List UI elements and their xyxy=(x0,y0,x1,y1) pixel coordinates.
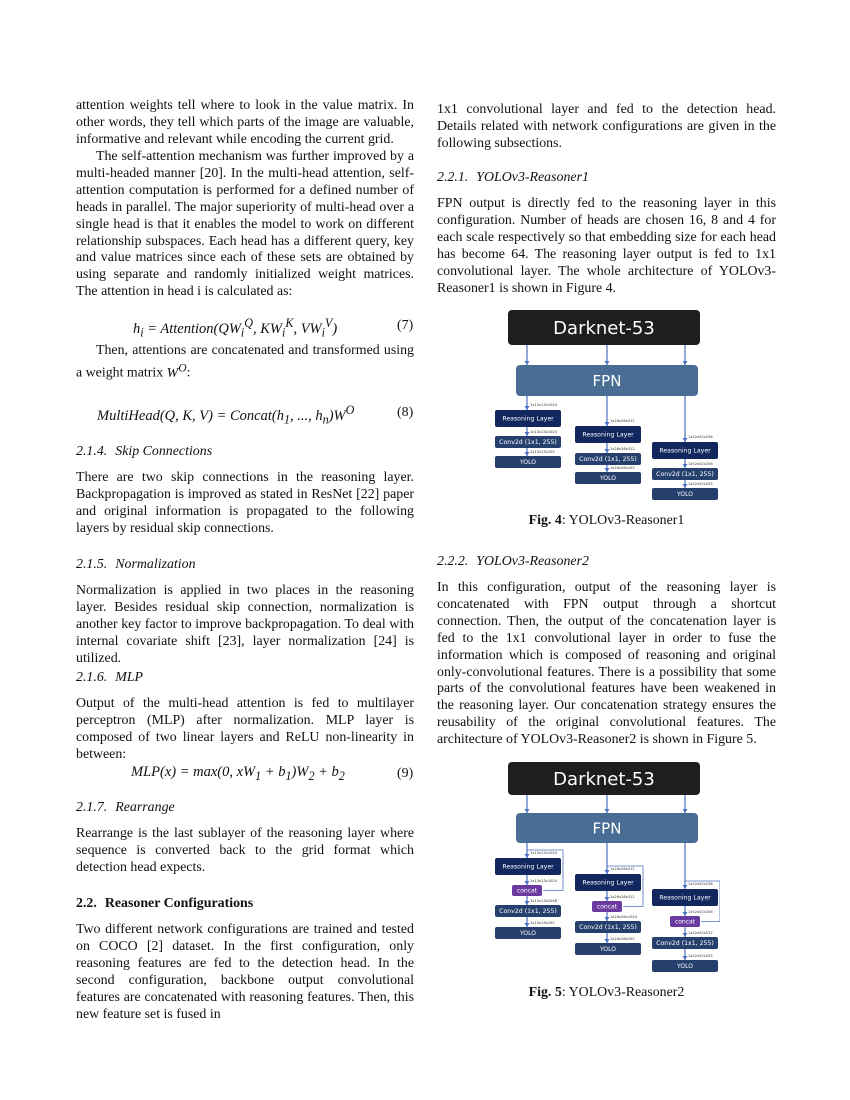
reasoning-layer-block-label: Reasoning Layer xyxy=(582,431,634,439)
dimension-label: 1x13x13x255 xyxy=(530,450,555,454)
dimension-label: 1x52x52x256 xyxy=(688,435,713,439)
section-heading: 2.2.1. YOLOv3-Reasoner1 xyxy=(437,170,589,185)
conv2d-block-label: Conv2d (1x1, 255) xyxy=(579,456,637,464)
conv2d-block-label: Conv2d (1x1, 255) xyxy=(656,940,714,948)
section-heading: 2.1.7. Rearrange xyxy=(76,800,175,815)
paragraph: Then, attentions are concatenated and transformed using a weight matrix $W^O$: xyxy=(76,343,414,381)
dimension-label: 1x26x26x255 xyxy=(610,937,635,941)
concat-block-label: concat xyxy=(516,887,538,895)
arrow-head xyxy=(683,956,688,960)
equation-number: (8) xyxy=(397,405,414,420)
arrow-head xyxy=(605,917,610,921)
conv2d-block-label: Conv2d (1x1, 255) xyxy=(579,924,637,932)
yolo-head-block-label: YOLO xyxy=(600,475,616,483)
paragraph: Output of the multi-head attention is fed to multilayer perceptron (MLP) after normalization. MLP layer is composed of two linear layers and ReLU non-linearity in between: xyxy=(76,696,414,762)
equation-9: MLP(x) = max(0, $xW_1 + b_1)W_2 + b_2$ xyxy=(131,764,345,783)
dimension-label: 1x52x52x256 xyxy=(688,910,713,914)
conv2d-block-label: Conv2d (1x1, 255) xyxy=(499,908,557,916)
arrow-head xyxy=(525,809,530,813)
conv2d-block-label: Conv2d (1x1, 255) xyxy=(656,471,714,479)
reasoning-layer-block-label: Reasoning Layer xyxy=(659,894,711,902)
arrow-head xyxy=(683,933,688,937)
dimension-label: 1x13x13x2048 xyxy=(530,899,557,903)
arrow-head xyxy=(605,939,610,943)
paragraph: In this configuration, output of the reasoning layer is concatenated with FPN output through a shortcut connection. Then, the output of the concatenation layer is fed to the 1x1 convolutional layer in order to fuse the information which is composed of reasoning and original only-convolutional features. There is a possibility that some parts of the convolutional features have been weakened in the reasoning layer. Our concatenation strategy ensures the reusability of the original convolutional features. The architecture of YOLOv3-Reasoner2 is shown in Figure 5. xyxy=(437,580,776,748)
section-heading: 2.2.2. YOLOv3-Reasoner2 xyxy=(437,554,589,569)
arrow-head xyxy=(683,438,688,442)
dimension-label: 1x13x13x255 xyxy=(530,921,555,925)
yolo-head-block-label: YOLO xyxy=(677,491,693,499)
dimension-label: 1x52x52x512 xyxy=(688,931,713,935)
reasoning-layer-block-label: Reasoning Layer xyxy=(502,415,554,423)
conv2d-block-label: Conv2d (1x1, 255) xyxy=(499,439,557,447)
yolo-head-block-label: YOLO xyxy=(520,459,536,467)
dimension-label: 1x26x26x1024 xyxy=(610,915,637,919)
dimension-label: 1x26x26x512 xyxy=(610,867,635,871)
paragraph: attention weights tell where to look in the value matrix. In other words, they tell which parts of the image are valuable, informative and relevant while encoding the current grid. xyxy=(76,98,414,147)
paragraph: Rearrange is the last sublayer of the reasoning layer where sequence is converted back to the grid format which detection head expects. xyxy=(76,826,414,875)
concat-block-label: concat xyxy=(596,903,618,911)
arrow-head xyxy=(525,901,530,905)
equation-number: (7) xyxy=(397,318,414,333)
yolo-head-block-label: YOLO xyxy=(677,963,693,971)
paragraph: 1x1 convolutional layer and fed to the detection head. Details related with network configurations are given in the following subsections. xyxy=(437,102,776,151)
dimension-label: 1x26x26x512 xyxy=(610,447,635,451)
equation-7: $h_i$ = $Attention(QW_i^Q$, $KW_i^K$, $VW_i^V$) xyxy=(133,316,338,340)
figure-yolov3-reasoner1 xyxy=(490,305,720,505)
paragraph: Normalization is applied in two places in the reasoning layer. Besides residual skip connection, normalization is another key factor to improve backpropagation. To deal with internal covariate shift [23], layer normalization [24] is utilized. xyxy=(76,583,414,666)
yolo-head-block-label: YOLO xyxy=(520,930,536,938)
dimension-label: 1x52x52x255 xyxy=(688,482,713,486)
dimension-label: 1x13x13x1024 xyxy=(530,403,557,407)
arrow-head xyxy=(605,361,610,365)
arrow-head xyxy=(683,809,688,813)
section-heading: 2.1.5. Normalization xyxy=(76,557,196,572)
dimension-label: 1x13x13x1024 xyxy=(530,879,557,883)
equation-8: MultiHead(Q, K, $V) = Concat(h_1$, ..., $h_n)W^O$ xyxy=(97,403,355,427)
paragraph: Two different network configurations are trained and tested on COCO [2] dataset. In the first configuration, only reasoning features are fed to the detection head. In the second configuration, backbone output convolutional features are concatenated with reasoning features. Then, this new feature set is fused in xyxy=(76,922,414,1022)
reasoning-layer-block-label: Reasoning Layer xyxy=(502,863,554,871)
reasoning-layer-block-label: Reasoning Layer xyxy=(659,447,711,455)
dimension-label: 1x26x26x512 xyxy=(610,895,635,899)
arrow-head xyxy=(683,464,688,468)
arrow-head xyxy=(525,923,530,927)
reasoning-layer-block-label: Reasoning Layer xyxy=(582,879,634,887)
arrow-head xyxy=(525,406,530,410)
equation-number: (9) xyxy=(397,766,414,781)
concat-block-label: concat xyxy=(674,918,696,926)
dimension-label: 1x13x13x1024 xyxy=(530,851,557,855)
fpn-block-label: FPN xyxy=(592,819,622,838)
arrow-head xyxy=(605,870,610,874)
dimension-label: 1x52x52x255 xyxy=(688,954,713,958)
dimension-label: 1x52x52x256 xyxy=(688,462,713,466)
yolo-head-block-label: YOLO xyxy=(600,946,616,954)
arrow-head xyxy=(605,809,610,813)
dimension-label: 1x52x52x256 xyxy=(688,882,713,886)
arrow-head xyxy=(605,468,610,472)
arrow-head xyxy=(683,361,688,365)
darknet-53-block-label: Darknet-53 xyxy=(553,317,655,339)
arrow-head xyxy=(683,484,688,488)
figure-yolov3-reasoner2 xyxy=(490,760,720,975)
dimension-label: 1x13x13x1024 xyxy=(530,430,557,434)
arrow-head xyxy=(605,449,610,453)
paragraph: FPN output is directly fed to the reasoning layer in this configuration. Number of heads are chosen 16, 8 and 4 for each scale respectively so that embedding size for each head has become 64. The reasoning layer output is fed to 1x1 convolutional layer. The whole architecture of YOLOv3-Reasoner1 is shown in Figure 4. xyxy=(437,196,776,296)
arrow-head xyxy=(525,881,530,885)
arrow-head xyxy=(525,452,530,456)
arrow-head xyxy=(605,422,610,426)
fpn-block-label: FPN xyxy=(592,371,622,390)
arrow-head xyxy=(605,897,610,901)
arrow-head xyxy=(525,854,530,858)
section-heading: 2.1.4. Skip Connections xyxy=(76,444,213,459)
paragraph: There are two skip connections in the reasoning layer. Backpropagation is improved as stated in ResNet [22] paper and original information is propagated to the following layers by residual skip connections. xyxy=(76,470,414,536)
section-heading: 2.2. Reasoner Configurations xyxy=(76,896,254,911)
figure-caption: Fig. 5: YOLOv3-Reasoner2 xyxy=(528,985,685,1000)
arrow-head xyxy=(525,361,530,365)
dimension-label: 1x26x26x255 xyxy=(610,466,635,470)
arrow-head xyxy=(683,885,688,889)
section-heading: 2.1.6. MLP xyxy=(76,670,144,685)
arrow-head xyxy=(525,432,530,436)
arrow-head xyxy=(683,912,688,916)
paragraph: The self-attention mechanism was further improved by a multi-headed manner [20]. In the multi-head attention, self-attention computation is performed for a defined number of heads in parallel. The major superiority of multi-head over a single head is that it enables the model to work on different relationship subspaces. Each head has a different query, key and value matrices since each of these sets are obtained by using separate and randomly initialized weight matrices. The attention in head i is calculated as: xyxy=(76,149,414,300)
darknet-53-block-label: Darknet-53 xyxy=(553,768,655,790)
dimension-label: 1x26x26x512 xyxy=(610,419,635,423)
figure-caption: Fig. 4: YOLOv3-Reasoner1 xyxy=(528,513,685,528)
